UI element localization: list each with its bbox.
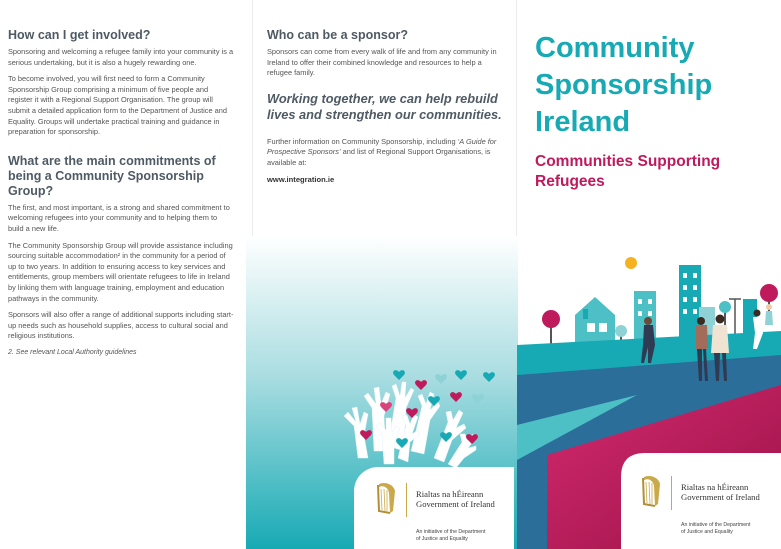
logo-divider (406, 483, 407, 517)
commitments-paragraph-3: Sponsors will also offer a range of additional supports including start-up needs such as household supplies, access to cultural social and religious institutions. (8, 310, 234, 341)
initiative-line-1: An initiative of the Department (681, 522, 751, 528)
sun-icon (625, 257, 637, 269)
left-panel (0, 0, 248, 549)
cover-title-line-1: Community (535, 32, 695, 64)
further-info-start: Further information on Community Sponsorship, including (267, 136, 456, 146)
cover-title-line-2: Sponsorship (535, 69, 713, 101)
quote: Working together, we can help rebuild lives and strengthen our communities. (267, 90, 502, 122)
website-link[interactable]: www.integration.ie (267, 174, 335, 184)
initiative-text (416, 529, 526, 543)
commitments-paragraph-2: The Community Sponsorship Group will provide assistance including sourcing suitable accommodation² in the community for a period of up to two years. In addition to ensuring access to key services and entitlements, group members will orientate refugees to life in Ireland by linking them with language training, employment and education pathways in the community. (8, 240, 233, 303)
further-info (267, 137, 505, 169)
involved-heading: How can I get involved? (8, 28, 151, 42)
initiative-line-2: of Justice and Equality (416, 536, 468, 542)
gov-name-english: Government of Ireland (416, 499, 495, 509)
cover-subtitle-line-1: Communities Supporting (535, 153, 721, 170)
cover-title-line-3: Ireland (535, 106, 631, 138)
initiative-line-1: An initiative of the Department (416, 529, 486, 535)
gov-logo-block-middle (354, 467, 514, 549)
commitments-paragraph-1: The first, and most important, is a strong and shared commitment to welcoming refugees into your community and to helping them to build a new life. (8, 202, 230, 233)
sponsor-heading: Who can be a sponsor? (267, 28, 408, 42)
sponsor-paragraph: Sponsors can come from every walk of life and from any community in Ireland to offer their combined knowledge and resources to help a refugee family. (267, 47, 497, 78)
further-info-end: and list of Regional Support Organisations, is available at: (267, 147, 491, 167)
involved-paragraph-2: To become involved, you will first need to form a Community Sponsorship Group comprising a minimum of five people and register it with a Regional Support Organisation. The group will submit a detailed application form to the Department of Justice and Equality. Groups will undertake practical training and guidance in preparation for sponsorship. (8, 74, 227, 137)
initiative-line-2: of Justice and Equality (681, 529, 733, 535)
logo-divider (671, 476, 672, 510)
gov-name-irish: Rialtas na hÉireann (681, 482, 749, 492)
cover-subtitle (535, 152, 720, 192)
gov-name-irish: Rialtas na hÉireann (416, 489, 484, 499)
initiative-text (681, 522, 781, 536)
cover-title (535, 30, 712, 141)
commitments-heading: What are the main commitments of being a Community Sponsorship Group? (8, 153, 216, 198)
harp-icon (639, 474, 663, 508)
footnote: 2. See relevant Local Authority guidelines (8, 348, 137, 356)
guide-title: ‘A Guide for Prospective Sponsors’ (267, 136, 497, 157)
cover-panel (517, 0, 781, 549)
gov-name-english: Government of Ireland (681, 492, 760, 502)
cover-subtitle-line-2: Refugees (535, 173, 605, 190)
harp-icon (374, 481, 398, 515)
involved-paragraph-1: Sponsoring and welcoming a refugee family into your community is a serious undertaking, but it is also a hugely rewarding one. (8, 47, 234, 67)
